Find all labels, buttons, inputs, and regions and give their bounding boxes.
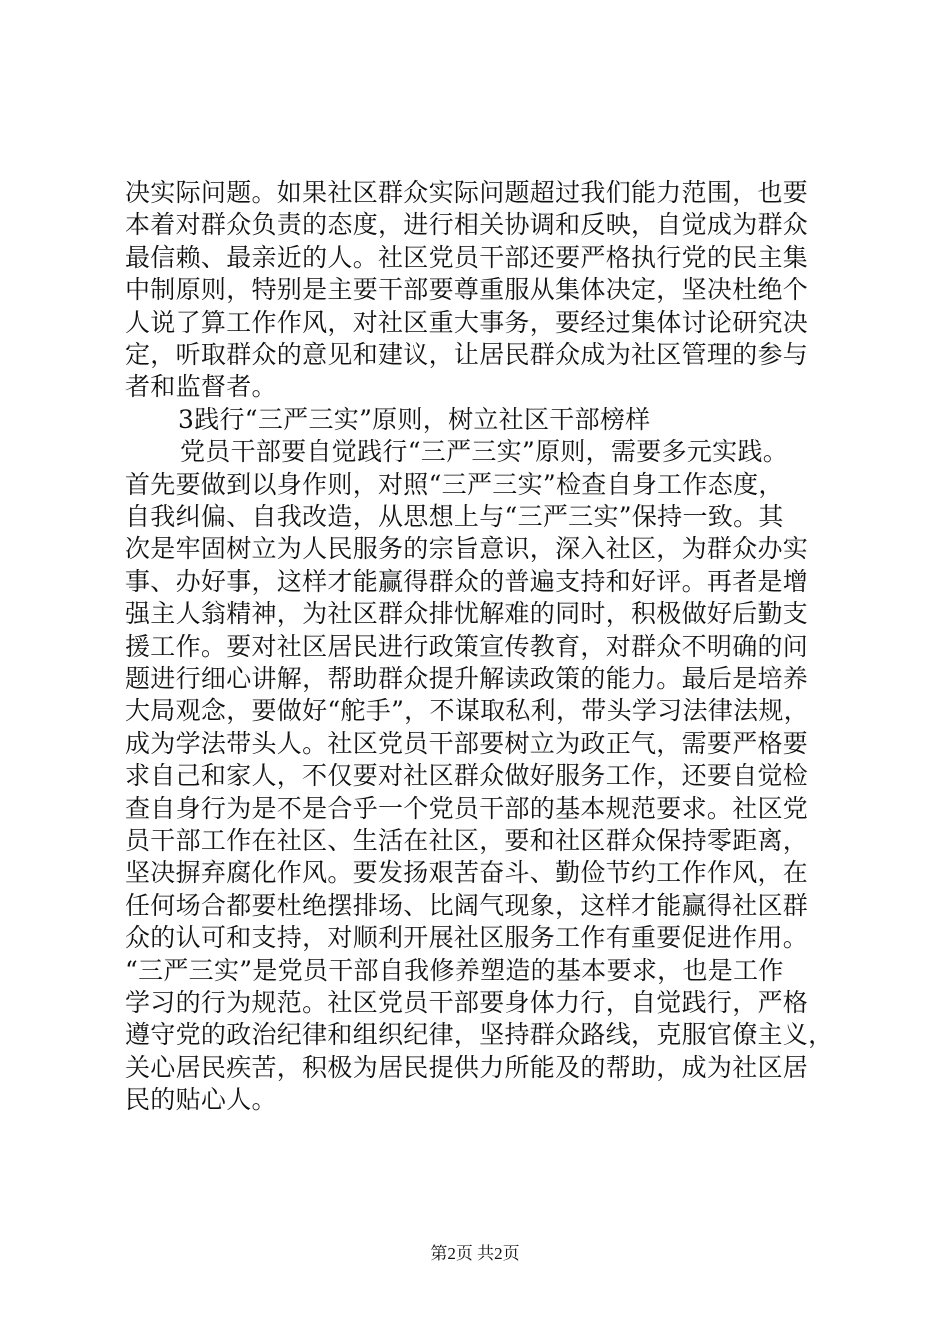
text-line: “三严三实”是党员干部自我修养塑造的基本要求，也是工作: [125, 955, 784, 985]
text-line: 任何场合都要杜绝摆排场、比阔气现象，这样才能赢得社区群: [125, 890, 809, 920]
text-line: 求自己和家人，不仅要对社区群众做好服务工作，还要自觉检: [125, 761, 809, 791]
text-line: 定，听取群众的意见和建议，让居民群众成为社区管理的参与: [125, 340, 809, 369]
text-line: 成为学法带头人。社区党员干部要树立为政正气，需要严格要: [125, 728, 809, 758]
text-line: 学习的行为规范。社区党员干部要身体力行，自觉践行，严格: [125, 988, 809, 1017]
text-line: 员干部工作在社区、生活在社区，要和社区群众保持零距离，: [125, 826, 809, 855]
text-line: 民的贴心人。: [125, 1085, 277, 1115]
text-line: 事、办好事，这样才能赢得群众的普遍支持和好评。再者是增: [125, 566, 809, 596]
text-line: 题进行细心讲解，帮助群众提升解读政策的能力。最后是培养: [125, 664, 809, 693]
text-line: 党员干部要自觉践行“三严三实”原则，需要多元实践。: [180, 437, 789, 467]
section-heading: 3践行“三严三实”原则，树立社区干部榜样: [178, 404, 651, 434]
text-line: 大局观念，要做好“舵手”，不谋取私利，带头学习法律法规，: [125, 696, 809, 726]
text-line: 中制原则，特别是主要干部要尊重服从集体决定，坚决杜绝个: [125, 275, 809, 305]
text-line: 最信赖、最亲近的人。社区党员干部还要严格执行党的民主集: [125, 242, 809, 272]
text-line: 者和监督者。: [125, 372, 277, 402]
text-line: 众的认可和支持，对顺利开展社区服务工作有重要促进作用。: [125, 923, 809, 953]
text-line: 首先要做到以身作则，对照“三严三实”检查自身工作态度，: [125, 469, 784, 499]
text-line: 次是牢固树立为人民服务的宗旨意识，深入社区，为群众办实: [125, 534, 809, 564]
text-line: 人说了算工作作风，对社区重大事务，要经过集体讨论研究决: [125, 307, 809, 337]
text-line: 遵守党的政治纪律和组织纪律，坚持群众路线，克服官僚主义，: [125, 1020, 834, 1050]
text-line: 关心居民疾苦，积极为居民提供力所能及的帮助，成为社区居: [125, 1052, 809, 1082]
text-line: 强主人翁精神，为社区群众排忧解难的同时，积极做好后勤支: [125, 599, 809, 629]
page-footer: 第2页 共2页: [430, 1244, 520, 1263]
text-line: 自我纠偏、自我改造，从思想上与“三严三实”保持一致。其: [125, 502, 784, 531]
text-line: 本着对群众负责的态度，进行相关协调和反映，自觉成为群众: [125, 210, 809, 240]
text-line: 坚决摒弃腐化作风。要发扬艰苦奋斗、勤俭节约工作作风，在: [125, 858, 809, 888]
text-line: 决实际问题。如果社区群众实际问题超过我们能力范围，也要: [125, 178, 809, 207]
text-line: 援工作。要对社区居民进行政策宣传教育，对群众不明确的问: [125, 631, 809, 661]
text-line: 查自身行为是不是合乎一个党员干部的基本规范要求。社区党: [125, 793, 809, 823]
